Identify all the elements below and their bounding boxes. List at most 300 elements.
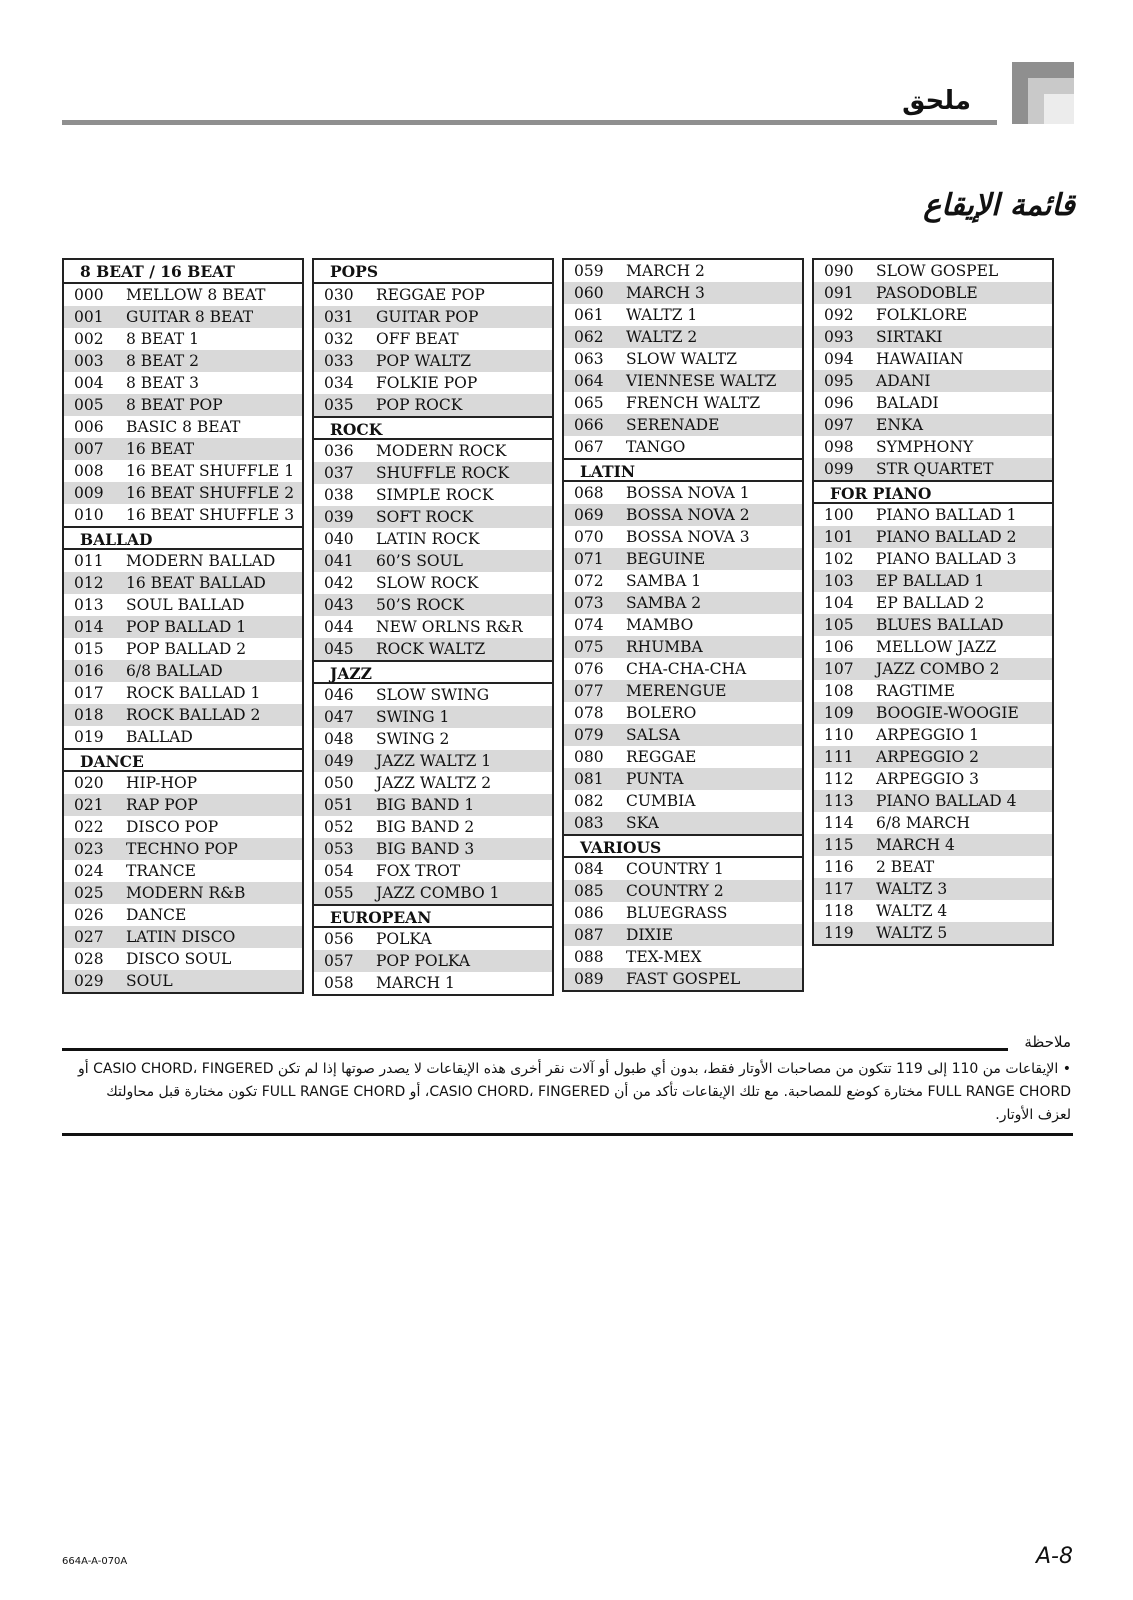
rhythm-name: GUITAR 8 BEAT	[126, 308, 254, 326]
rhythm-row	[564, 436, 802, 458]
rhythm-number: 102	[824, 550, 854, 568]
rhythm-row	[64, 416, 302, 438]
rhythm-row	[564, 504, 802, 526]
rhythm-number: 009	[74, 484, 104, 502]
rhythm-number: 023	[74, 840, 104, 858]
rhythm-row	[814, 856, 1052, 878]
rhythm-number: 076	[574, 660, 604, 678]
rhythm-row	[314, 394, 552, 416]
rhythm-name: BLUEGRASS	[626, 904, 728, 922]
rhythm-row	[814, 348, 1052, 370]
rhythm-number: 098	[824, 438, 854, 456]
rhythm-row	[814, 614, 1052, 636]
rhythm-number: 114	[824, 814, 854, 832]
rhythm-name: TRANCE	[126, 862, 196, 880]
rhythm-number: 047	[324, 708, 354, 726]
rhythm-name: PIANO BALLAD 3	[876, 550, 1017, 568]
rhythm-name: TEX-MEX	[626, 948, 702, 966]
rhythm-row	[564, 924, 802, 946]
rhythm-row	[564, 724, 802, 746]
rhythm-number: 074	[574, 616, 604, 634]
rhythm-number: 030	[324, 286, 354, 304]
rhythm-number: 053	[324, 840, 354, 858]
rhythm-name: ROCK BALLAD 1	[126, 684, 261, 702]
rhythm-name: ARPEGGIO 3	[876, 770, 979, 788]
rhythm-number: 085	[574, 882, 604, 900]
rhythm-row	[64, 816, 302, 838]
rhythm-number: 115	[824, 836, 854, 854]
rhythm-row	[64, 372, 302, 394]
rhythm-row	[814, 790, 1052, 812]
note-label: ملاحظة	[1024, 1033, 1071, 1051]
rhythm-row	[564, 768, 802, 790]
rhythm-name: ARPEGGIO 2	[876, 748, 979, 766]
rhythm-name: PIANO BALLAD 4	[876, 792, 1017, 810]
rhythm-row	[814, 504, 1052, 526]
rhythm-column-2	[312, 258, 554, 996]
rhythm-number: 026	[74, 906, 104, 924]
rhythm-row	[564, 658, 802, 680]
rhythm-name: JAZZ COMBO 1	[376, 884, 500, 902]
rhythm-number: 041	[324, 552, 354, 570]
rhythm-number: 014	[74, 618, 104, 636]
rhythm-row	[314, 972, 552, 994]
rhythm-number: 082	[574, 792, 604, 810]
rhythm-number: 000	[74, 286, 104, 304]
rhythm-number: 094	[824, 350, 854, 368]
rhythm-name: WALTZ 3	[876, 880, 948, 898]
rhythm-number: 090	[824, 262, 854, 280]
rhythm-name: RAP POP	[126, 796, 198, 814]
rhythm-number: 117	[824, 880, 854, 898]
rhythm-number: 013	[74, 596, 104, 614]
rhythm-row	[814, 812, 1052, 834]
rhythm-name: DANCE	[126, 906, 187, 924]
rhythm-number: 081	[574, 770, 604, 788]
rhythm-row	[814, 436, 1052, 458]
rhythm-row	[314, 372, 552, 394]
rhythm-row	[564, 482, 802, 504]
rhythm-name: SERENADE	[626, 416, 720, 434]
rhythm-name: 6/8 MARCH	[876, 814, 970, 832]
rhythm-name: EP BALLAD 1	[876, 572, 985, 590]
rhythm-number: 119	[824, 924, 854, 942]
rhythm-name: 6/8 BALLAD	[126, 662, 223, 680]
rhythm-row	[564, 636, 802, 658]
rhythm-name: DISCO POP	[126, 818, 219, 836]
rhythm-name: MAMBO	[626, 616, 694, 634]
rhythm-number: 058	[324, 974, 354, 992]
rhythm-number: 075	[574, 638, 604, 656]
category-header: DANCE	[64, 748, 302, 772]
rhythm-row	[814, 526, 1052, 548]
rhythm-row	[564, 370, 802, 392]
rhythm-row	[564, 968, 802, 990]
rhythm-number: 034	[324, 374, 354, 392]
rhythm-number: 022	[74, 818, 104, 836]
rhythm-number: 071	[574, 550, 604, 568]
rhythm-name: FOX TROT	[376, 862, 461, 880]
rhythm-name: WALTZ 4	[876, 902, 948, 920]
rhythm-row	[814, 414, 1052, 436]
rhythm-number: 108	[824, 682, 854, 700]
rhythm-row	[814, 878, 1052, 900]
rhythm-number: 054	[324, 862, 354, 880]
rhythm-name: GUITAR POP	[376, 308, 479, 326]
rhythm-number: 116	[824, 858, 854, 876]
rhythm-number: 048	[324, 730, 354, 748]
page-number: A-8	[1036, 1544, 1073, 1569]
rhythm-number: 008	[74, 462, 104, 480]
rhythm-name: MODERN ROCK	[376, 442, 507, 460]
rhythm-row	[314, 328, 552, 350]
rhythm-number: 100	[824, 506, 854, 524]
header-rule	[62, 120, 997, 125]
rhythm-name: BOSSA NOVA 2	[626, 506, 750, 524]
document-code: 664A-A-070A	[62, 1556, 128, 1567]
rhythm-row	[64, 726, 302, 748]
rhythm-number: 035	[324, 396, 354, 414]
rhythm-name: SOUL	[126, 972, 173, 990]
rhythm-number: 057	[324, 952, 354, 970]
rhythm-name: CHA-CHA-CHA	[626, 660, 747, 678]
rhythm-name: MARCH 2	[626, 262, 705, 280]
rhythm-name: OFF BEAT	[376, 330, 459, 348]
rhythm-name: TANGO	[626, 438, 686, 456]
rhythm-row	[64, 772, 302, 794]
rhythm-name: 8 BEAT 3	[126, 374, 199, 392]
rhythm-name: 16 BEAT SHUFFLE 1	[126, 462, 295, 480]
rhythm-row	[814, 370, 1052, 392]
rhythm-number: 029	[74, 972, 104, 990]
rhythm-row	[314, 462, 552, 484]
rhythm-name: BIG BAND 3	[376, 840, 475, 858]
rhythm-name: 2 BEAT	[876, 858, 935, 876]
page-title: قائمة الإيقاع	[923, 188, 1075, 223]
rhythm-number: 099	[824, 460, 854, 478]
rhythm-row	[314, 860, 552, 882]
rhythm-name: ENKA	[876, 416, 924, 434]
rhythm-number: 007	[74, 440, 104, 458]
rhythm-row	[314, 440, 552, 462]
rhythm-row	[64, 616, 302, 638]
rhythm-row	[564, 858, 802, 880]
note-text: • الإيقاعات من 110 إلى 119 تتكون من مصاحبات الأوتار فقط، بدون أي طبول أو آلات نقر أخرى هذه الإيقاعات لا يصدر صوتها إذا لم تكن CASIO CHORD، FINGERED أو FULL RANGE CHORD مختارة كوضع للمصاحبة. مع تلك الإيقاعات تأكد من أن CASIO CHORD، FINGERED، أو FULL RANGE CHORD تكون مختارة قبل محاولتك لعزف الأوتار.	[78, 1061, 1071, 1123]
rhythm-row	[814, 658, 1052, 680]
rhythm-name: LATIN DISCO	[126, 928, 236, 946]
rhythm-row	[64, 550, 302, 572]
rhythm-number: 091	[824, 284, 854, 302]
rhythm-number: 032	[324, 330, 354, 348]
rhythm-row	[64, 838, 302, 860]
rhythm-number: 010	[74, 506, 104, 524]
rhythm-name: BASIC 8 BEAT	[126, 418, 241, 436]
rhythm-number: 025	[74, 884, 104, 902]
rhythm-row	[564, 880, 802, 902]
rhythm-name: JAZZ COMBO 2	[876, 660, 1000, 678]
rhythm-number: 096	[824, 394, 854, 412]
rhythm-number: 017	[74, 684, 104, 702]
rhythm-row	[64, 306, 302, 328]
rhythm-number: 106	[824, 638, 854, 656]
rhythm-number: 019	[74, 728, 104, 746]
rhythm-number: 113	[824, 792, 854, 810]
rhythm-row	[314, 572, 552, 594]
rhythm-name: BOLERO	[626, 704, 697, 722]
rhythm-row	[564, 902, 802, 924]
rhythm-number: 028	[74, 950, 104, 968]
rhythm-number: 064	[574, 372, 604, 390]
rhythm-number: 070	[574, 528, 604, 546]
rhythm-number: 104	[824, 594, 854, 612]
rhythm-number: 043	[324, 596, 354, 614]
rhythm-name: BALADI	[876, 394, 939, 412]
rhythm-name: POLKA	[376, 930, 432, 948]
rhythm-name: POP BALLAD 1	[126, 618, 247, 636]
rhythm-name: LATIN ROCK	[376, 530, 480, 548]
rhythm-name: STR QUARTET	[876, 460, 994, 478]
rhythm-row	[314, 772, 552, 794]
rhythm-number: 079	[574, 726, 604, 744]
rhythm-number: 087	[574, 926, 604, 944]
rhythm-name: RHUMBA	[626, 638, 703, 656]
rhythm-number: 055	[324, 884, 354, 902]
rhythm-name: MELLOW 8 BEAT	[126, 286, 266, 304]
rhythm-name: HIP-HOP	[126, 774, 198, 792]
rhythm-number: 092	[824, 306, 854, 324]
rhythm-name: SLOW SWING	[376, 686, 490, 704]
rhythm-name: PIANO BALLAD 1	[876, 506, 1017, 524]
rhythm-row	[64, 504, 302, 526]
rhythm-name: 8 BEAT POP	[126, 396, 223, 414]
rhythm-row	[64, 638, 302, 660]
rhythm-row	[64, 948, 302, 970]
rhythm-row	[814, 900, 1052, 922]
rhythm-row	[64, 704, 302, 726]
rhythm-number: 003	[74, 352, 104, 370]
rhythm-row	[814, 548, 1052, 570]
rhythm-row	[814, 768, 1052, 790]
rhythm-number: 065	[574, 394, 604, 412]
rhythm-number: 006	[74, 418, 104, 436]
rhythm-number: 011	[74, 552, 104, 570]
rhythm-row	[314, 816, 552, 838]
rhythm-number: 110	[824, 726, 854, 744]
rhythm-name: SAMBA 2	[626, 594, 702, 612]
rhythm-name: 16 BEAT SHUFFLE 3	[126, 506, 295, 524]
section-title: ملحق	[902, 86, 971, 116]
rhythm-row	[814, 746, 1052, 768]
category-header: VARIOUS	[564, 834, 802, 858]
rhythm-row	[564, 414, 802, 436]
rhythm-row	[64, 970, 302, 992]
rhythm-number: 040	[324, 530, 354, 548]
rhythm-number: 118	[824, 902, 854, 920]
rhythm-name: DISCO SOUL	[126, 950, 232, 968]
rhythm-name: CUMBIA	[626, 792, 696, 810]
rhythm-name: 50’S ROCK	[376, 596, 465, 614]
rhythm-name: SLOW ROCK	[376, 574, 479, 592]
rhythm-row	[564, 812, 802, 834]
rhythm-row	[814, 636, 1052, 658]
rhythm-number: 004	[74, 374, 104, 392]
rhythm-row	[64, 882, 302, 904]
rhythm-row	[814, 592, 1052, 614]
rhythm-number: 073	[574, 594, 604, 612]
rhythm-row	[314, 638, 552, 660]
rhythm-name: COUNTRY 2	[626, 882, 724, 900]
rhythm-name: REGGAE POP	[376, 286, 485, 304]
rhythm-number: 112	[824, 770, 854, 788]
rhythm-number: 039	[324, 508, 354, 526]
rhythm-name: POP WALTZ	[376, 352, 471, 370]
rhythm-number: 067	[574, 438, 604, 456]
rhythm-name: BALLAD	[126, 728, 193, 746]
rhythm-row	[64, 350, 302, 372]
category-header: LATIN	[564, 458, 802, 482]
rhythm-column-4	[812, 258, 1054, 946]
rhythm-column-1	[62, 258, 304, 994]
rhythm-row	[814, 680, 1052, 702]
rhythm-row	[64, 284, 302, 306]
rhythm-row	[314, 350, 552, 372]
rhythm-number: 044	[324, 618, 354, 636]
rhythm-row	[814, 304, 1052, 326]
rhythm-number: 107	[824, 660, 854, 678]
rhythm-number: 056	[324, 930, 354, 948]
rhythm-number: 052	[324, 818, 354, 836]
rhythm-row	[64, 482, 302, 504]
rhythm-number: 101	[824, 528, 854, 546]
rhythm-number: 095	[824, 372, 854, 390]
rhythm-number: 059	[574, 262, 604, 280]
rhythm-row	[814, 458, 1052, 480]
note-rule-bottom	[62, 1133, 1073, 1136]
rhythm-name: WALTZ 2	[626, 328, 698, 346]
category-header: 8 BEAT / 16 BEAT	[64, 260, 302, 284]
rhythm-row	[564, 326, 802, 348]
rhythm-row	[314, 484, 552, 506]
rhythm-number: 036	[324, 442, 354, 460]
rhythm-row	[564, 260, 802, 282]
rhythm-name: VIENNESE WALTZ	[626, 372, 777, 390]
rhythm-row	[564, 790, 802, 812]
rhythm-number: 021	[74, 796, 104, 814]
rhythm-number: 015	[74, 640, 104, 658]
rhythm-row	[564, 702, 802, 724]
rhythm-name: SALSA	[626, 726, 680, 744]
rhythm-number: 050	[324, 774, 354, 792]
rhythm-number: 066	[574, 416, 604, 434]
rhythm-number: 105	[824, 616, 854, 634]
rhythm-row	[314, 616, 552, 638]
rhythm-row	[64, 682, 302, 704]
rhythm-number: 109	[824, 704, 854, 722]
rhythm-row	[814, 326, 1052, 348]
rhythm-number: 068	[574, 484, 604, 502]
rhythm-name: MARCH 3	[626, 284, 705, 302]
rhythm-row	[814, 570, 1052, 592]
rhythm-row	[814, 724, 1052, 746]
rhythm-row	[64, 460, 302, 482]
rhythm-name: BLUES BALLAD	[876, 616, 1004, 634]
rhythm-name: HAWAIIAN	[876, 350, 964, 368]
rhythm-row	[564, 592, 802, 614]
rhythm-name: BOSSA NOVA 1	[626, 484, 750, 502]
rhythm-number: 012	[74, 574, 104, 592]
rhythm-name: EP BALLAD 2	[876, 594, 985, 612]
rhythm-number: 024	[74, 862, 104, 880]
category-header: POPS	[314, 260, 552, 284]
rhythm-row	[64, 794, 302, 816]
rhythm-name: FOLKIE POP	[376, 374, 478, 392]
rhythm-row	[564, 392, 802, 414]
rhythm-row	[64, 926, 302, 948]
rhythm-name: SYMPHONY	[876, 438, 974, 456]
rhythm-row	[814, 282, 1052, 304]
rhythm-row	[564, 348, 802, 370]
rhythm-name: REGGAE	[626, 748, 697, 766]
rhythm-name: ROCK BALLAD 2	[126, 706, 261, 724]
rhythm-name: SIMPLE ROCK	[376, 486, 494, 504]
rhythm-number: 001	[74, 308, 104, 326]
rhythm-row	[64, 860, 302, 882]
rhythm-name: 8 BEAT 1	[126, 330, 199, 348]
rhythm-name: SIRTAKI	[876, 328, 943, 346]
rhythm-row	[314, 594, 552, 616]
rhythm-name: 8 BEAT 2	[126, 352, 199, 370]
rhythm-row	[314, 506, 552, 528]
category-header: JAZZ	[314, 660, 552, 684]
rhythm-name: MELLOW JAZZ	[876, 638, 997, 656]
category-header: FOR PIANO	[814, 480, 1052, 504]
rhythm-row	[814, 260, 1052, 282]
rhythm-row	[564, 946, 802, 968]
rhythm-name: 16 BEAT	[126, 440, 195, 458]
rhythm-number: 103	[824, 572, 854, 590]
rhythm-row	[314, 728, 552, 750]
category-header: EUROPEAN	[314, 904, 552, 928]
rhythm-name: RAGTIME	[876, 682, 955, 700]
rhythm-number: 093	[824, 328, 854, 346]
rhythm-name: SOUL BALLAD	[126, 596, 245, 614]
rhythm-row	[314, 838, 552, 860]
rhythm-number: 060	[574, 284, 604, 302]
rhythm-row	[564, 570, 802, 592]
rhythm-number: 086	[574, 904, 604, 922]
rhythm-name: WALTZ 1	[626, 306, 698, 324]
rhythm-row	[564, 614, 802, 636]
rhythm-number: 016	[74, 662, 104, 680]
rhythm-name: JAZZ WALTZ 1	[376, 752, 492, 770]
rhythm-name: 16 BEAT BALLAD	[126, 574, 266, 592]
rhythm-number: 020	[74, 774, 104, 792]
rhythm-row	[564, 680, 802, 702]
rhythm-row	[314, 750, 552, 772]
rhythm-number: 072	[574, 572, 604, 590]
rhythm-name: COUNTRY 1	[626, 860, 724, 878]
rhythm-number: 077	[574, 682, 604, 700]
rhythm-column-3	[562, 258, 804, 992]
rhythm-row	[314, 882, 552, 904]
rhythm-number: 069	[574, 506, 604, 524]
rhythm-number: 051	[324, 796, 354, 814]
rhythm-name: BIG BAND 1	[376, 796, 475, 814]
rhythm-name: TECHNO POP	[126, 840, 238, 858]
rhythm-row	[314, 950, 552, 972]
rhythm-number: 002	[74, 330, 104, 348]
rhythm-row	[314, 528, 552, 550]
